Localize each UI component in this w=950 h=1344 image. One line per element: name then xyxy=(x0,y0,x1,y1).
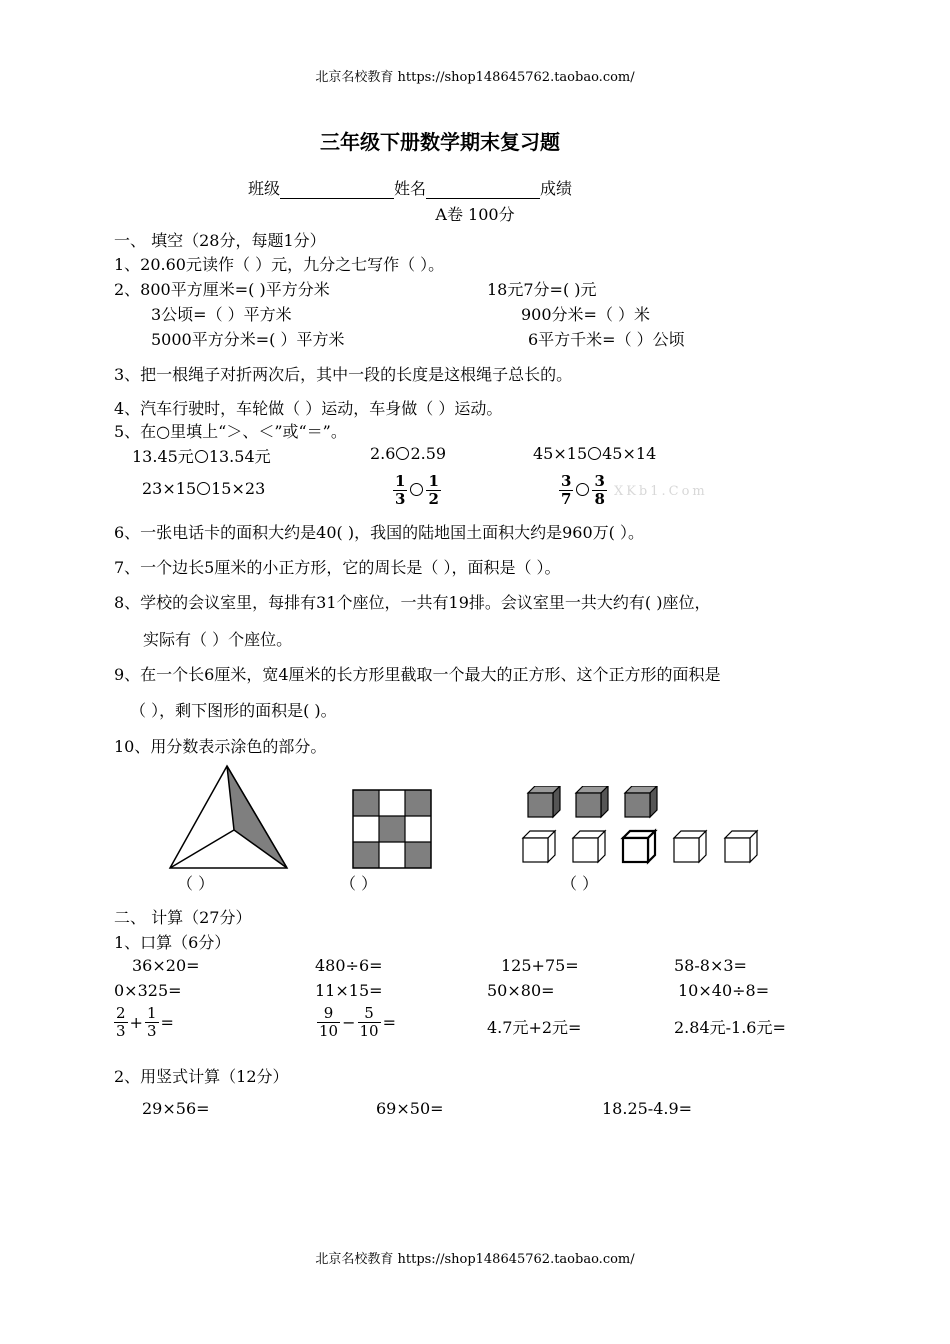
vertical-calc-item: 69×50= xyxy=(376,1099,444,1118)
compare-d-right: 15×23 xyxy=(211,479,266,498)
compare-b-left: 2.6 xyxy=(370,444,396,463)
page-title: 三年级下册数学期末复习题 xyxy=(320,130,560,154)
compare-c-left: 45×15 xyxy=(533,444,588,463)
question-2b: 18元7分=( )元 xyxy=(487,280,597,299)
grid-figure xyxy=(352,789,432,869)
grid-cell-shaded xyxy=(353,790,379,816)
section1-heading: 一、 填空（28分，每题1分） xyxy=(114,231,326,250)
calc-fraction-b: $\frac{9}{10}$ − $\frac{5}{10}$ = xyxy=(319,1004,396,1040)
calc-item: 125+75= xyxy=(501,956,579,975)
compare-circle-c[interactable] xyxy=(588,447,601,460)
question-1: 1、20.60元读作（ ）元，九分之七写作（ ）。 xyxy=(114,255,445,274)
section2-sub2: 2、用竖式计算（12分） xyxy=(114,1067,289,1086)
calc-item: 480÷6= xyxy=(315,956,383,975)
compare-a-left: 13.45元 xyxy=(132,447,194,466)
question-2a: 2、800平方厘米=( )平方分米 xyxy=(114,280,330,299)
calc-item: 58-8×3= xyxy=(674,956,747,975)
compare-a xyxy=(132,444,271,467)
compare-circle-f[interactable] xyxy=(576,483,589,496)
calc-fraction-a: $\frac{2}{3}$ + $\frac{1}{3}$ = xyxy=(116,1004,174,1040)
answer-paren-3[interactable]: （ ） xyxy=(561,874,599,893)
score-label: 成绩 xyxy=(540,179,573,198)
class-field[interactable] xyxy=(280,182,394,199)
name-label: 姓名 xyxy=(394,179,427,198)
compare-e xyxy=(391,473,443,508)
compare-circle-a[interactable] xyxy=(195,450,208,463)
grid-cell-shaded xyxy=(379,816,405,842)
cube-empty-bold xyxy=(623,831,655,862)
page-footer: 北京名校教育 https://shop148645762.taobao.com/ xyxy=(315,1252,635,1267)
compare-b-right: 2.59 xyxy=(410,444,447,463)
question-2e: 5000平方分米=( ）平方米 xyxy=(151,330,345,349)
grid-cell-shaded xyxy=(405,790,431,816)
triangle-figure xyxy=(165,763,295,873)
cube-empty xyxy=(725,831,757,862)
calc-item: 50×80= xyxy=(487,981,555,1000)
calc-item: 4.7元+2元= xyxy=(487,1018,582,1037)
page-header: 北京名校教育 https://shop148645762.taobao.com/ xyxy=(315,70,635,85)
question-2d: 900分米=（ ）米 xyxy=(521,305,651,324)
calc-item: 10×40÷8= xyxy=(678,981,770,1000)
question-8a: 8、学校的会议室里，每排有31个座位，一共有19排。会议室里一共大约有( )座位， xyxy=(114,593,711,612)
paper-label: A卷 100分 xyxy=(435,205,515,224)
class-label: 班级 xyxy=(248,179,281,198)
triangle-divider xyxy=(170,830,234,868)
fraction-1-3: $\frac{1}{3}$ xyxy=(395,472,406,508)
answer-paren-1[interactable]: （ ） xyxy=(177,874,215,893)
calc-item: 0×325= xyxy=(114,981,182,1000)
section2-sub1: 1、口算（6分） xyxy=(114,933,231,952)
fraction-3-8: $\frac{3}{8}$ xyxy=(594,472,605,508)
question-8b: 实际有（ ）个座位。 xyxy=(143,630,293,649)
info-line xyxy=(248,176,572,199)
watermark: XKb1.Com xyxy=(613,484,708,499)
triangle-shaded-part xyxy=(227,766,287,868)
question-4: 4、汽车行驶时，车轮做（ ）运动，车身做（ ）运动。 xyxy=(114,399,503,418)
cube-shaded xyxy=(576,786,608,817)
question-2c: 3公顷=（ ）平方米 xyxy=(151,305,292,324)
grid-cell-shaded xyxy=(405,842,431,868)
cubes-figure xyxy=(518,786,768,868)
cube-empty xyxy=(674,831,706,862)
answer-paren-2[interactable]: （ ） xyxy=(340,874,378,893)
calc-item: 11×15= xyxy=(315,981,383,1000)
question-9b: （ ），剩下图形的面积是( )。 xyxy=(130,701,337,720)
section2-heading: 二、 计算（27分） xyxy=(114,908,252,927)
compare-c xyxy=(533,444,656,463)
compare-f xyxy=(557,473,708,508)
compare-b xyxy=(370,444,446,463)
question-2f: 6平方千米=（ ）公顷 xyxy=(528,330,685,349)
compare-a-right: 13.54元 xyxy=(208,447,271,466)
fraction-3-7: $\frac{3}{7}$ xyxy=(561,472,572,508)
grid-cell-shaded xyxy=(353,842,379,868)
cube-shaded xyxy=(528,786,560,817)
cube-shaded xyxy=(625,786,657,817)
compare-circle-d[interactable] xyxy=(197,482,210,495)
question-10: 10、用分数表示涂色的部分。 xyxy=(114,737,327,756)
fraction-1-2: $\frac{1}{2}$ xyxy=(428,472,439,508)
compare-circle-b[interactable] xyxy=(396,447,409,460)
vertical-calc-item: 29×56= xyxy=(142,1099,210,1118)
compare-circle-e[interactable] xyxy=(410,483,423,496)
vertical-calc-item: 18.25-4.9= xyxy=(602,1099,693,1118)
question-7: 7、一个边长5厘米的小正方形，它的周长是（ ），面积是（ ）。 xyxy=(114,558,561,577)
cube-empty xyxy=(573,831,605,862)
compare-d-left: 23×15 xyxy=(142,479,197,498)
question-3: 3、把一根绳子对折两次后，其中一段的长度是这根绳子总长的。 xyxy=(114,365,573,384)
question-9a: 9、在一个长6厘米，宽4厘米的长方形里截取一个最大的正方形、这个正方形的面积是 xyxy=(114,665,721,684)
calc-item: 2.84元-1.6元= xyxy=(674,1018,786,1037)
compare-d xyxy=(142,479,265,498)
question-6: 6、一张电话卡的面积大约是40( )，我国的陆地国土面积大约是960万( ）。 xyxy=(114,523,644,542)
name-field[interactable] xyxy=(426,182,540,199)
question-5: 5、在○里填上“＞、＜”或“＝”。 xyxy=(114,422,347,441)
cube-empty xyxy=(523,831,555,862)
compare-c-right: 45×14 xyxy=(602,444,657,463)
calc-item: 36×20= xyxy=(132,956,200,975)
